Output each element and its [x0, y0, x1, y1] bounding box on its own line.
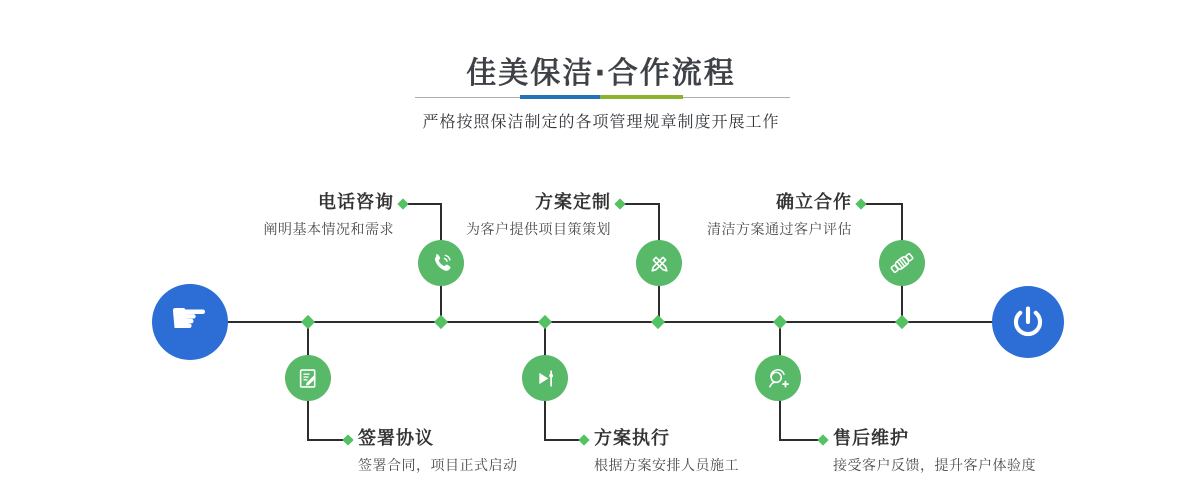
step-node-sign	[285, 355, 331, 401]
pencils-icon	[646, 250, 673, 277]
step-desc: 为客户提供项目策策划	[466, 222, 611, 238]
phone-icon	[428, 250, 455, 277]
label-diamond	[817, 434, 828, 445]
label-diamond	[342, 434, 353, 445]
step-node-confirm	[879, 240, 925, 286]
timeline-diamond	[301, 315, 315, 329]
headset-icon	[764, 364, 792, 392]
step-desc: 阐明基本情况和需求	[263, 222, 394, 238]
handshake-icon	[888, 249, 916, 277]
label-diamond	[397, 198, 408, 209]
step-label-sign	[358, 428, 518, 476]
title-divider-green-segment	[600, 95, 683, 99]
timeline-diamond	[538, 315, 552, 329]
page-title: 佳美保洁·合作流程	[466, 56, 736, 91]
timeline-end-node	[992, 286, 1064, 358]
step-node-phone	[418, 240, 464, 286]
timeline-diamond	[773, 315, 787, 329]
step-label-phone	[264, 192, 395, 240]
step-node-service	[755, 355, 801, 401]
timeline-diamond	[434, 315, 448, 329]
timeline-start-node	[152, 284, 228, 360]
pointer-hand-icon: ☛	[169, 293, 209, 344]
step-node-execute	[522, 355, 568, 401]
step-title: 方案定制	[535, 192, 611, 213]
title-divider-blue-segment	[520, 95, 600, 99]
step-desc: 根据方案安排人员施工	[594, 458, 739, 474]
page-subtitle: 严格按照保洁制定的各项管理规章制度开展工作	[422, 112, 780, 131]
step-desc: 签署合同，项目正式启动	[358, 458, 518, 474]
step-title: 签署协议	[358, 428, 434, 449]
step-label-execute	[594, 428, 739, 476]
timeline-diamond	[651, 315, 665, 329]
step-label-service	[833, 428, 1036, 476]
power-icon	[1009, 303, 1047, 341]
step-title: 售后维护	[833, 428, 909, 449]
contract-icon	[295, 365, 322, 392]
label-diamond	[614, 198, 625, 209]
step-title: 确立合作	[776, 192, 852, 213]
step-title: 方案执行	[594, 428, 670, 449]
step-label-confirm	[707, 192, 852, 240]
timeline-diamond	[895, 315, 909, 329]
step-title: 电话咨询	[318, 192, 394, 213]
play-icon	[532, 365, 559, 392]
label-diamond	[578, 434, 589, 445]
step-label-plan	[466, 192, 611, 240]
label-diamond	[855, 198, 866, 209]
step-node-plan	[636, 240, 682, 286]
step-desc: 清洁方案通过客户评估	[707, 222, 852, 238]
step-desc: 接受客户反馈，提升客户体验度	[833, 458, 1036, 474]
